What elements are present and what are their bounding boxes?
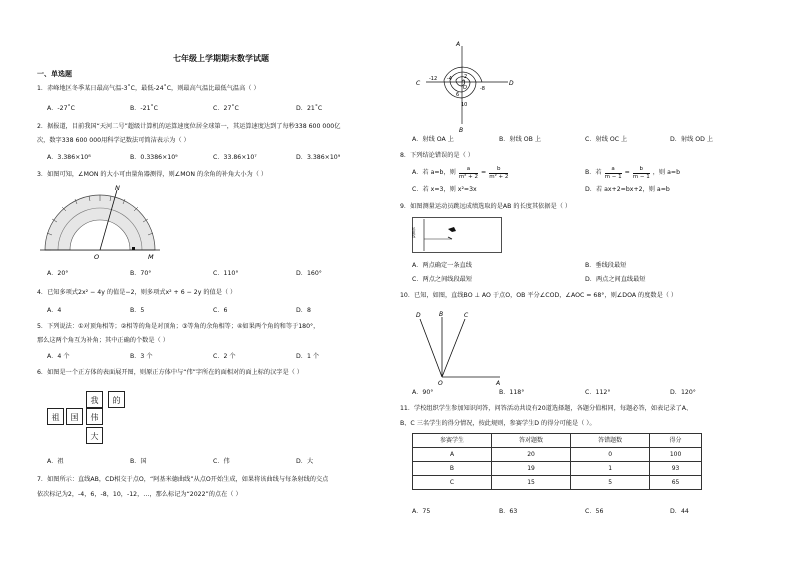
- q2-option-a[interactable]: A．3.386×10⁸: [47, 154, 91, 161]
- q7-option-a[interactable]: A．射线 OA 上: [412, 136, 454, 143]
- table-cell: 0: [571, 448, 650, 462]
- table-cell: 5: [571, 476, 650, 490]
- q5-option-d[interactable]: D．1 个: [296, 353, 320, 360]
- q2-option-d[interactable]: D．3.386×10⁹: [296, 154, 341, 161]
- q8-b-num1: a: [611, 165, 615, 172]
- q8-a-prefix: A．若 a=b，则: [412, 169, 456, 177]
- q1-option-b[interactable]: B．-21˚C: [130, 105, 158, 112]
- q9-option-a[interactable]: A．两点确定一条直线: [412, 262, 472, 269]
- score-table: [412, 433, 702, 490]
- q1-option-a[interactable]: A．-27˚C: [47, 105, 75, 112]
- q7-option-b[interactable]: B．射线 OB 上: [499, 136, 542, 143]
- table-row: [413, 476, 702, 490]
- q8-a-fraction2: [489, 166, 508, 181]
- q8-a-num2: b: [497, 165, 501, 172]
- table-header: 得分: [650, 434, 702, 448]
- q8-option-a[interactable]: [412, 163, 508, 183]
- table-cell: 20: [491, 448, 570, 462]
- q7-option-c[interactable]: C．射线 OC 上: [585, 136, 628, 143]
- q3-option-d[interactable]: D．160°: [296, 270, 322, 277]
- q3-option-c[interactable]: C．110°: [213, 270, 239, 277]
- q5-option-b[interactable]: B．3 个: [130, 353, 153, 360]
- q2-stem-line2: 次，数字338 600 000用科学记数法可简洁表示为（ ）: [37, 137, 190, 144]
- table-cell: A: [413, 448, 492, 462]
- q6-stem: 6．如图是一个正方体的表面展开图，则原正方体中与“伟”字所在的面相对的面上标的汉字是（ ）: [37, 369, 303, 376]
- spiral-label-6: 6: [456, 92, 460, 98]
- q8-a-den1: m² + 2: [458, 173, 479, 180]
- table-cell: 19: [491, 462, 570, 476]
- spiral-figure: [412, 38, 522, 133]
- q8-b-den2: m − 1: [632, 173, 650, 180]
- protractor-figure: [40, 183, 160, 263]
- q11-option-a[interactable]: A．75: [412, 508, 431, 515]
- label-o: O: [94, 253, 100, 261]
- section-heading: 一、单选题: [37, 70, 72, 78]
- q7-stem-line2: 依次标记为2，-4，6，-8，10，-12，…，那么标记为“2022”的点在（ ）: [37, 491, 242, 498]
- angle-figure: [410, 307, 510, 387]
- q8-b-num2: b: [639, 165, 644, 172]
- net-cell-wei: 伟: [86, 408, 103, 425]
- spiral-label-b: B: [459, 127, 464, 133]
- spiral-label-2: 2: [464, 74, 468, 80]
- q3-option-b[interactable]: B．70°: [130, 270, 152, 277]
- table-cell: B: [413, 462, 492, 476]
- q10-stem: 10．已知，如图，直线BO ⊥ AO 于点O，OB 平分∠COD，∠AOC = 68°，则∠DOA 的度数是（ ）: [400, 292, 678, 299]
- q8-b-fraction1: [605, 166, 622, 181]
- net-cell-wo: 我: [86, 391, 103, 408]
- angle-label-b: B: [439, 311, 444, 318]
- q2-option-b[interactable]: B．0.3386×10⁹: [130, 154, 178, 161]
- q5-option-a[interactable]: A．4 个: [47, 353, 70, 360]
- net-cell-de: 的: [108, 391, 125, 408]
- q8-b-fraction2: [633, 166, 650, 181]
- table-cell: 93: [650, 462, 702, 476]
- q11-stem-line2: B、C 三名学生的得分情况，按此规则，参赛学生D 的得分可能是（ ）。: [400, 420, 596, 427]
- table-header-row: [413, 434, 702, 448]
- long-jump-figure: [412, 217, 502, 253]
- table-cell: C: [413, 476, 492, 490]
- q11-option-c[interactable]: C．56: [585, 508, 604, 515]
- q2-option-c[interactable]: C．33.86×10⁷: [213, 154, 257, 161]
- q8-option-c[interactable]: C．若 x=3，则 x²=3x: [412, 186, 477, 193]
- q1-option-c[interactable]: C．27˚C: [213, 105, 239, 112]
- q8-b-eq: =: [624, 169, 630, 177]
- q8-a-num1: a: [466, 165, 471, 172]
- q8-a-den2: m² + 2: [489, 173, 509, 180]
- q7-stem-line1: 7．如图所示：直线AB，CD相交于点O，“阿基米德曲线”从点O开始生成，如果将该曲线与每条射线的交点: [37, 476, 329, 483]
- spiral-label-c: C: [416, 80, 421, 87]
- table-header: 答对题数: [491, 434, 570, 448]
- spiral-label-n4: -4: [447, 76, 452, 82]
- table-cell: 100: [650, 448, 702, 462]
- q9-option-c[interactable]: C．两点之间线段最短: [412, 276, 473, 283]
- q5-stem-line1: 5．下列说法：①对顶角相等；②相等的角是对顶角；③等角的余角相等；④如果两个角的和等于180°，: [37, 323, 320, 330]
- table-row: [413, 462, 702, 476]
- angle-label-o: O: [438, 380, 443, 387]
- q3-stem: 3．如图可知，∠MON 的大小可由量角器测得，则∠MON 的余角的补角大小为（ ）: [37, 171, 268, 178]
- q3-option-a[interactable]: A．20°: [47, 270, 69, 277]
- spiral-label-d: D: [509, 80, 514, 87]
- takeoff-line-label: 起跳线: [412, 227, 416, 238]
- q10-option-c[interactable]: C．112°: [585, 389, 611, 396]
- spiral-label-o: O: [463, 85, 467, 91]
- q4-option-b[interactable]: B．5: [130, 307, 145, 314]
- q5-option-c[interactable]: C．2 个: [213, 353, 236, 360]
- q1-option-d[interactable]: D．21˚C: [296, 105, 323, 112]
- q4-option-a[interactable]: A．4: [47, 307, 62, 314]
- q9-stem: 9．如图测量运动员跳远成绩选取的是AB 的长度其依据是（ ）: [400, 203, 572, 210]
- angle-label-d: D: [416, 312, 421, 319]
- q8-b-prefix: B．若: [585, 169, 602, 177]
- net-cell-zu: 祖: [47, 408, 64, 425]
- page-title: 七年级上学期期末数学试题: [173, 54, 269, 63]
- spiral-label-n8: -8: [480, 86, 485, 92]
- q11-option-d[interactable]: D．44: [670, 508, 689, 515]
- q10-option-b[interactable]: B．118°: [499, 389, 525, 396]
- table-cell: 65: [650, 476, 702, 490]
- q7-option-d[interactable]: D．射线 OD 上: [670, 136, 714, 143]
- table-row: [413, 448, 702, 462]
- q4-option-d[interactable]: D．8: [296, 307, 311, 314]
- q8-stem: 8．下列结论错误的是（ ）: [400, 152, 474, 159]
- q6-option-a[interactable]: A．祖: [47, 458, 64, 465]
- table-header: 参赛学生: [413, 434, 492, 448]
- q1-stem: 1．赤峰地区冬季某日最高气温-3˚C，最低-24˚C，则最高气温比最低气温高（ ）: [37, 85, 260, 92]
- q6-option-b[interactable]: B．国: [130, 458, 147, 465]
- q2-stem-line1: 2．据报道，目前我国“天河二号”超级计算机的运算速度位居全球第一，其运算速度达到了每秒338 600 000亿: [37, 123, 341, 130]
- label-n: N: [115, 184, 120, 192]
- q9-option-d[interactable]: D．两点之间直线最短: [585, 276, 646, 283]
- q8-b-den1: m − 1: [604, 173, 622, 180]
- q8-b-suffix: ，则 a=b: [652, 169, 680, 177]
- net-cell-da: 大: [86, 427, 103, 444]
- q4-stem: 4．已知多项式2x² − 4y 的值是−2，则多项式x² + 6 − 2y 的值是（ ）: [37, 289, 237, 296]
- q10-option-d[interactable]: D．120°: [670, 389, 696, 396]
- table-header: 答错题数: [571, 434, 650, 448]
- q4-option-c[interactable]: C．6: [213, 307, 228, 314]
- q8-option-b[interactable]: [585, 163, 680, 183]
- q5-stem-line2: 那么这两个角互为补角；其中正确的个数是（ ）: [37, 337, 169, 344]
- spiral-label-a: A: [456, 41, 461, 48]
- net-cell-guo: 国: [66, 408, 83, 425]
- q8-a-fraction1: [459, 166, 478, 181]
- q6-option-d[interactable]: D．大: [296, 458, 314, 465]
- table-cell: 1: [571, 462, 650, 476]
- angle-label-c: C: [464, 312, 469, 319]
- angle-label-a: A: [496, 380, 501, 387]
- label-m: M: [148, 253, 154, 261]
- spiral-label-10: 10: [461, 102, 468, 108]
- q8-a-eq: =: [481, 169, 487, 177]
- q10-option-a[interactable]: A．90°: [412, 389, 434, 396]
- q9-option-b[interactable]: B．垂线段最短: [585, 262, 627, 269]
- q6-option-c[interactable]: C．伟: [213, 458, 230, 465]
- spiral-label-n12: -12: [429, 76, 438, 82]
- q11-option-b[interactable]: B．63: [499, 508, 518, 515]
- q11-stem-line1: 11．学校组织学生参加知识问答，问答活动共设有20道选择题，各题分值相同，每题必答，如表记录了A、: [400, 405, 693, 412]
- table-cell: 15: [491, 476, 570, 490]
- q8-option-d[interactable]: D．若 ax+2=bx+2，则 a=b: [585, 186, 670, 193]
